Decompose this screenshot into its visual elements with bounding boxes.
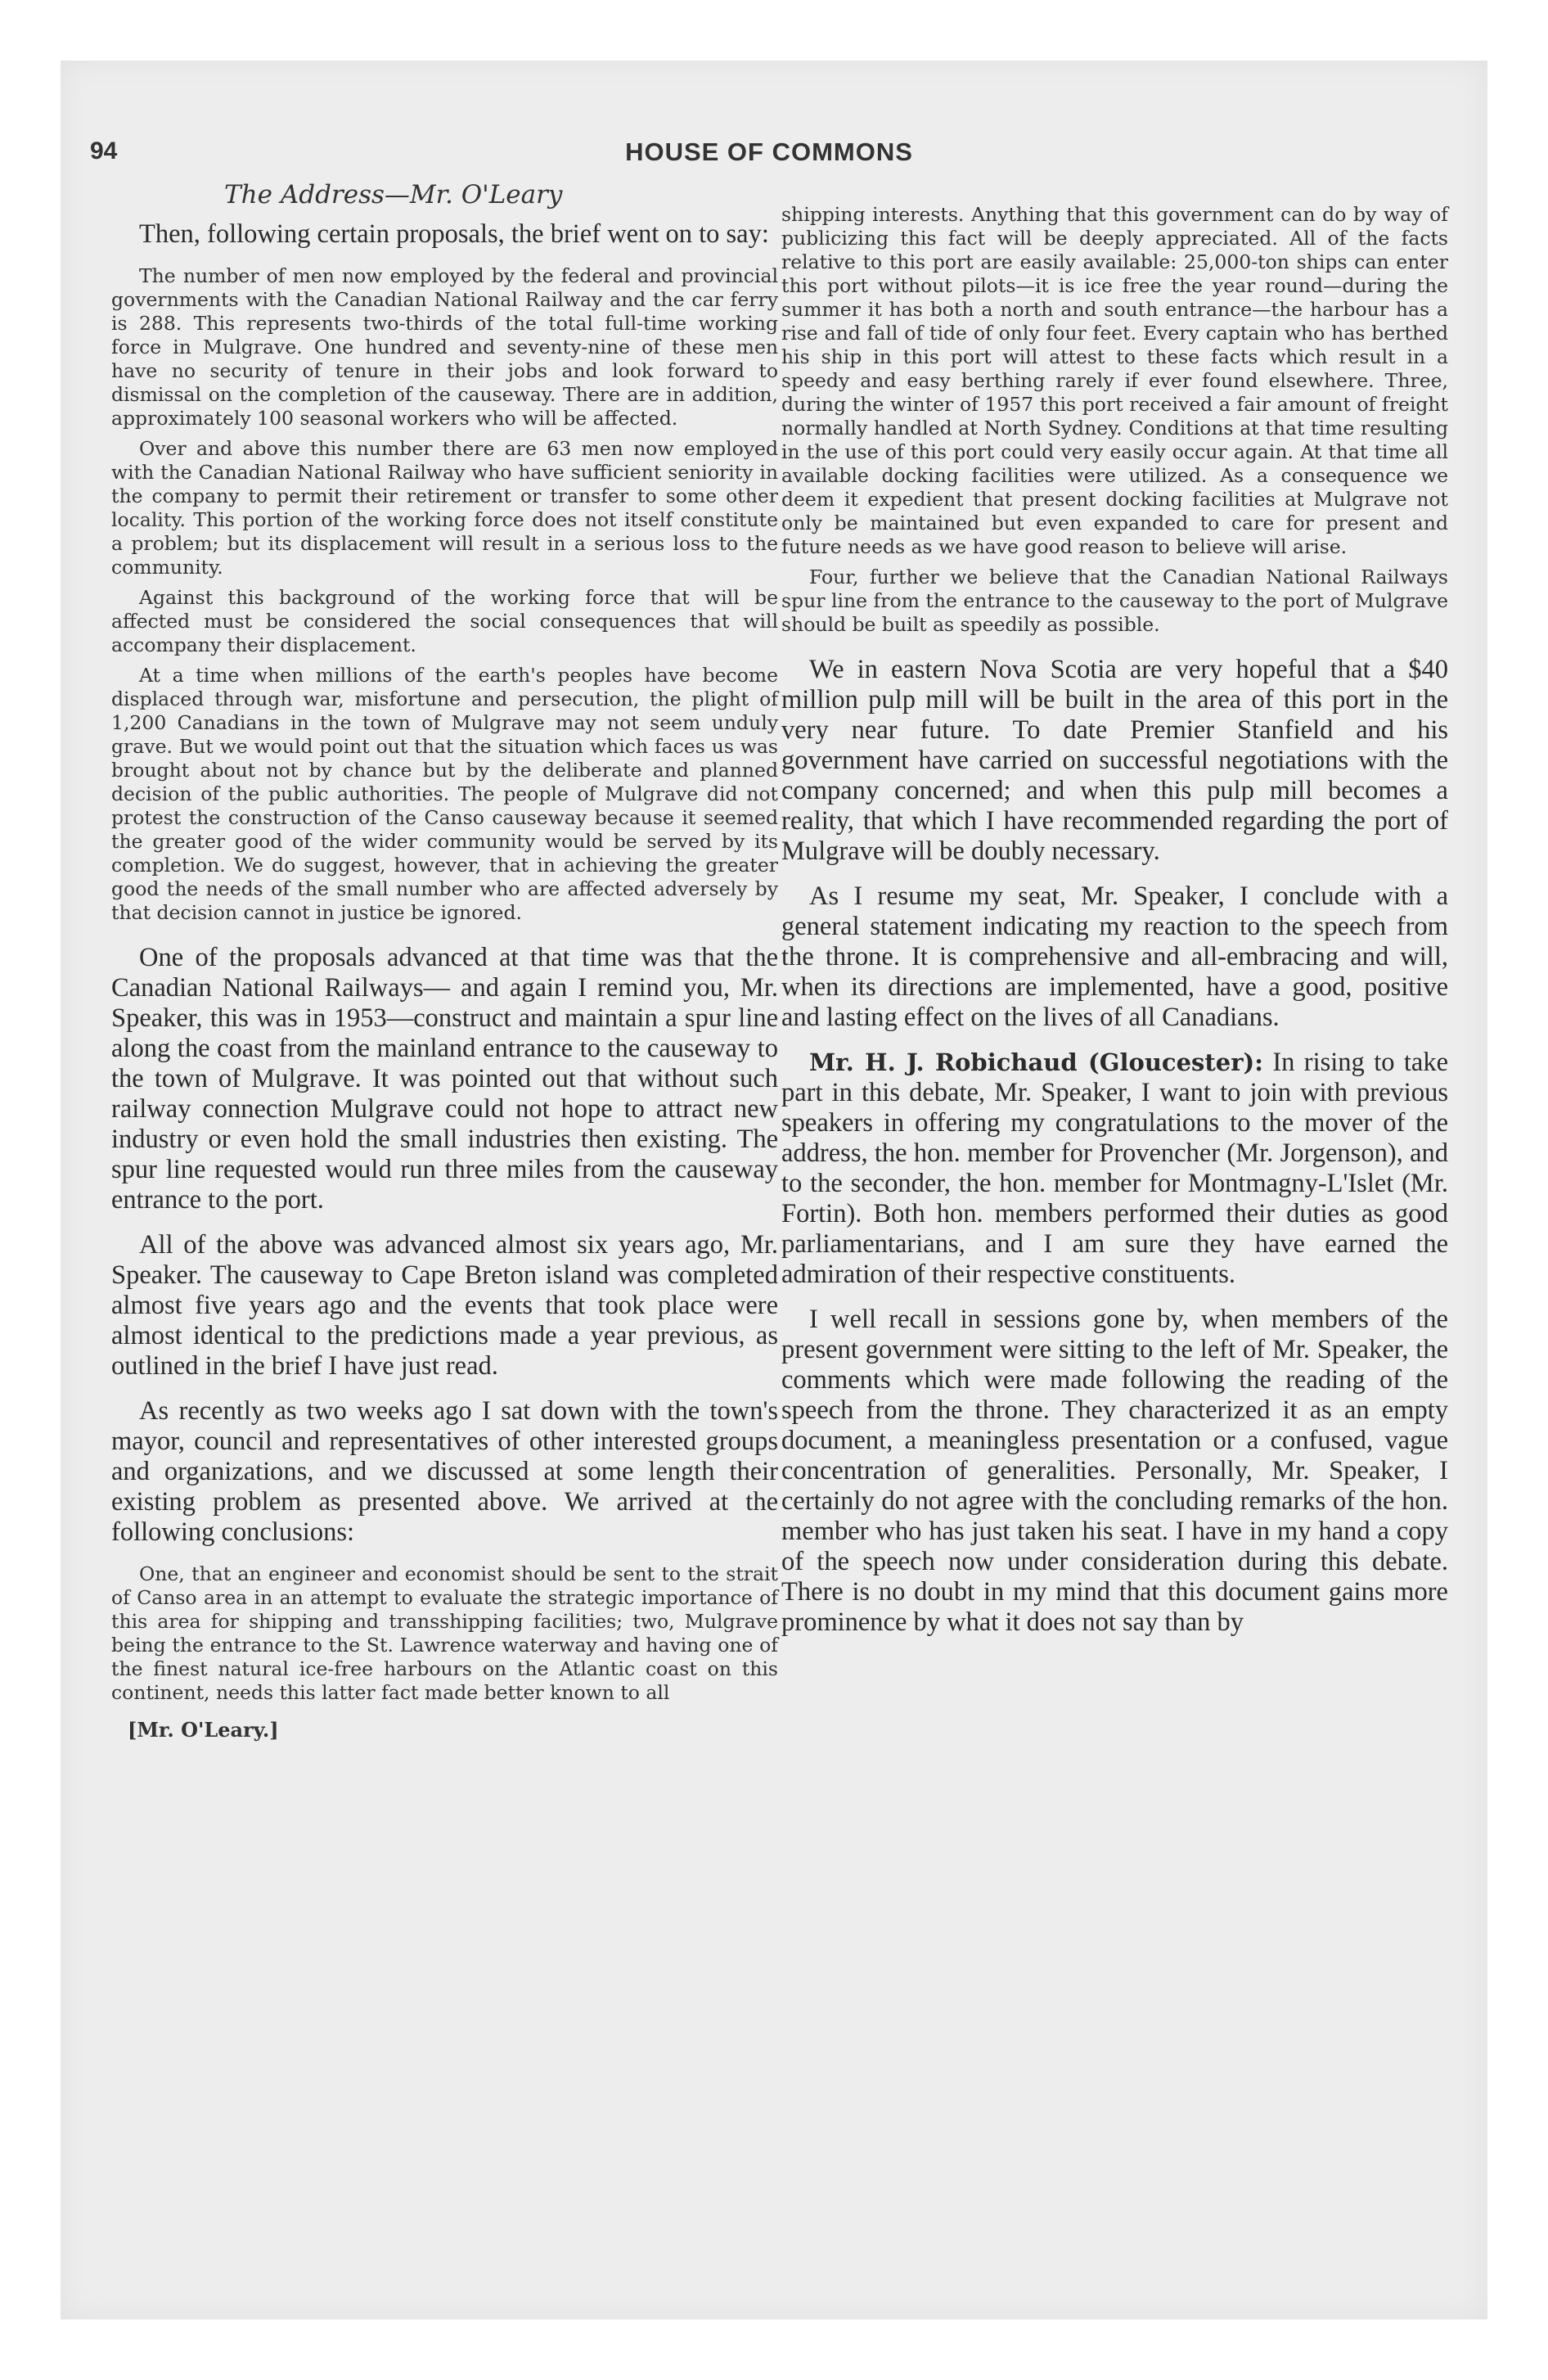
speech-paragraph: As recently as two weeks ago I sat down with the town's mayor, council and representatives of other interested groups and organizations, and we discussed at some length their existing problem as presented above. We arrived at the following conclusions: xyxy=(111,1396,778,1547)
speech-paragraph: I well recall in sessions gone by, when members of the present government were sitting to the left of Mr. Speaker, the comments which were made following the reading of the speech from the throne. They characterized it as an empty document, a meaningless presentation or a confused, vague concentration of generalities. Personally, Mr. Speaker, I certainly do not agree with the concluding remarks of the hon. member who has just taken his seat. I have in my hand a copy of the speech now under consideration during this debate. There is no doubt in my mind that this document gains more prominence by what it does not say than by xyxy=(781,1305,1448,1637)
left-column xyxy=(111,178,778,1742)
quoted-paragraph: The number of men now employed by the federal and provincial governments with the Canadian National Railway and the car ferry is 288. This represents two-thirds of the total full-time working force in Mulgrave. One hundred and seventy-nine of these men have no security of tenure in their jobs and look forward to dismissal on the completion of the causeway. There are in addition, approximately 100 seasonal workers who will be affected. xyxy=(111,264,778,430)
quoted-paragraph: shipping interests. Anything that this government can do by way of publicizing this fact will be deeply appreciated. All of the facts relative to this port are easily available: 25,000-ton ships can enter this port without pilots—it is ice free the year round—during the summer it has both a north and south entrance—the harbour has a rise and fall of tide of only four feet. Every captain who has berthed his ship in this port will attest to these facts which result in a speedy and easy berthing rarely if ever found elsewhere. Three, during the winter of 1957 this port received a fair amount of freight normally handled at North Sydney. Conditions at that time resulting in the use of this port could very easily occur again. At that time all available docking facilities were utilized. As a consequence we deem it expedient that present docking facilities at Mulgrave not only be maintained but even expanded to care for present and future needs as we have good reason to believe will arise. xyxy=(781,203,1448,558)
quoted-paragraph: Against this background of the working force that will be affected must be considered the social consequences that will accompany their displacement. xyxy=(111,586,778,656)
right-column xyxy=(781,203,1448,1652)
journal-title: HOUSE OF COMMONS xyxy=(625,137,913,166)
quoted-paragraph: At a time when millions of the earth's peoples have become displaced through war, misfortune and persecution, the plight of 1,200 Canadians in the town of Mulgrave may not seem unduly grave. But we would point out that the situation which faces us was brought about not by chance but by the deliberate and planned decision of the public authorities. The people of Mulgrave did not protest the construction of the Canso causeway because it seemed the greater good of the wider community would be served by its completion. We do suggest, however, that in achieving the greater good the needs of the small number who are affected adversely by that decision cannot in justice be ignored. xyxy=(111,664,778,924)
speech-paragraph: Then, following certain proposals, the brief went on to say: xyxy=(139,219,769,249)
speaker-name: Mr. H. J. Robichaud (Gloucester): xyxy=(809,1048,1263,1076)
page-number: 94 xyxy=(90,137,118,165)
speech-paragraph: All of the above was advanced almost six years ago, Mr. Speaker. The causeway to Cape Breton island was completed almost five years ago and the events that took place were almost identical to the predictions made a year previous, as outlined in the brief I have just read. xyxy=(111,1230,778,1381)
running-head: The Address—Mr. O'Leary xyxy=(224,180,563,210)
speech-paragraph: As I resume my seat, Mr. Speaker, I conclude with a general statement indicating my reaction to the speech from the throne. It is comprehensive and all-embracing and will, when its directions are implemented, have a good, positive and lasting effect on the lives of all Canadians. xyxy=(781,881,1448,1032)
quoted-paragraph: Four, further we believe that the Canadian National Railways spur line from the entrance to the causeway to the port of Mulgrave should be built as speedily as possible. xyxy=(781,566,1448,636)
quoted-paragraph: Over and above this number there are 63 men now employed with the Canadian National Railway who have sufficient seniority in the company to permit their retirement or transfer to some other locality. This portion of the working force does not itself constitute a problem; but its displacement will result in a serious loss to the community. xyxy=(111,437,778,579)
speech-paragraph: We in eastern Nova Scotia are very hopeful that a $40 million pulp mill will be built in the area of this port in the very near future. To date Premier Stanfield and his government have carried on successful negotiations with the company concerned; and when this pulp mill becomes a reality, that which I have recommended regarding the port of Mulgrave will be doubly necessary. xyxy=(781,655,1448,866)
page-header xyxy=(90,137,1448,170)
speaker-footer: [Mr. O'Leary.] xyxy=(128,1718,279,1742)
speech-text: In rising to take part in this debate, Mr. Speaker, I want to join with previous speakers in offering my congratulations to the mover of the address, the hon. member for Provencher (Mr. Jorgenson), and to the seconder, the hon. member for Montmagny-L'Islet (Mr. Fortin). Both hon. members performed their duties as good parliamentarians, and I am sure they have earned the admiration of their respective constituents. xyxy=(781,1048,1449,1289)
speech-paragraph-with-speaker xyxy=(781,1048,1448,1290)
quoted-paragraph: One, that an engineer and economist should be sent to the strait of Canso area in an attempt to evaluate the strategic importance of this area for shipping and transshipping facilities; two, Mulgrave being the entrance to the St. Lawrence waterway and having one of the finest natural ice-free harbours on the Atlantic coast on this continent, needs this latter fact made better known to all xyxy=(111,1562,778,1704)
speech-paragraph: One of the proposals advanced at that time was that the Canadian National Railways— and again I remind you, Mr. Speaker, this was in 1953—construct and maintain a spur line along the coast from the mainland entrance to the causeway to the town of Mulgrave. It was pointed out that without such railway connection Mulgrave could not hope to attract new industry or even hold the small industries then existing. The spur line requested would run three miles from the causeway entrance to the port. xyxy=(111,943,778,1215)
